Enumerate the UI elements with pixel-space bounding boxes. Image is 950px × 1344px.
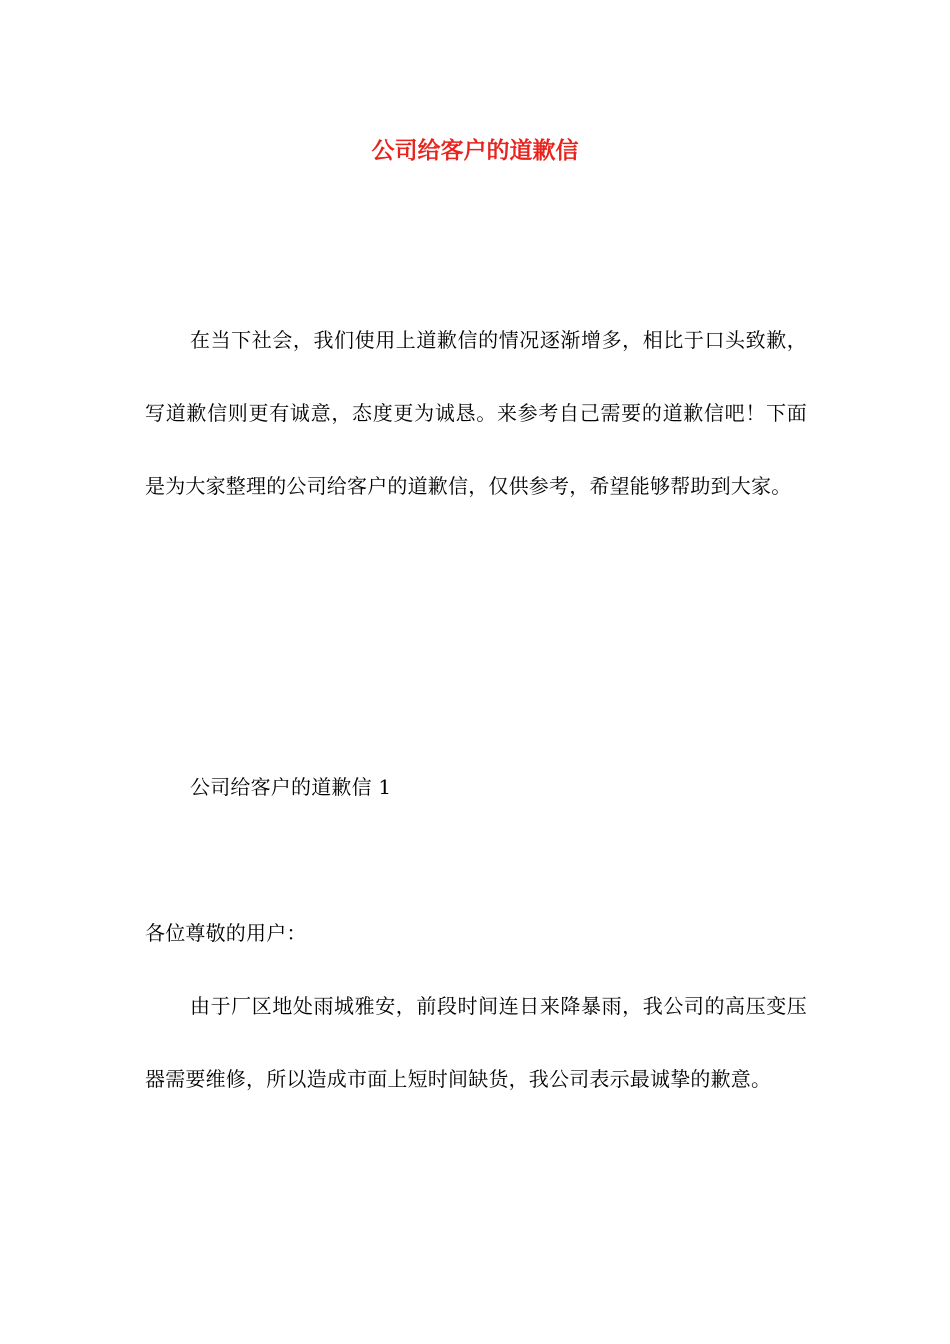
body-paragraph: 由于厂区地处雨城雅安，前段时间连日来降暴雨，我公司的高压变压器需要维修，所以造成市面上短时间缺货，我公司表示最诚挚的歉意。 <box>145 994 807 1091</box>
section-heading: 公司给客户的道歉信 1 <box>190 775 392 799</box>
salutation: 各位尊敬的用户： <box>145 921 307 945</box>
intro-paragraph: 在当下社会，我们使用上道歉信的情况逐渐增多，相比于口头致歉，写道歉信则更有诚意，态度更为诚恳。来参考自己需要的道歉信吧！下面是为大家整理的公司给客户的道歉信，仅供参考，希望能够帮助到大家。 <box>145 328 807 498</box>
document-title: 公司给客户的道歉信 <box>371 138 579 164</box>
